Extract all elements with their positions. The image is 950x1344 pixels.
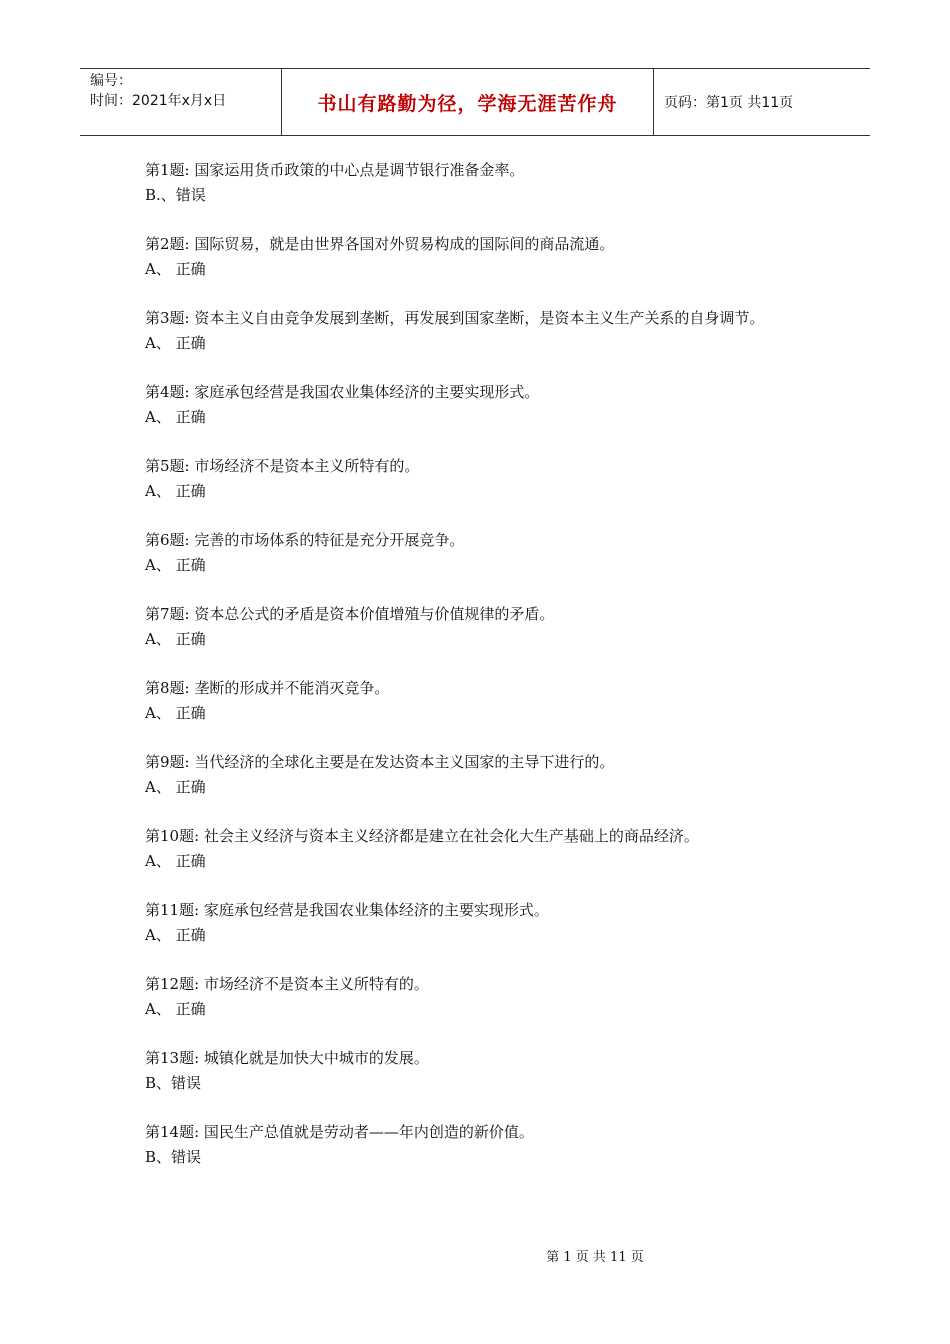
question-text: 第1题: 国家运用货币政策的中心点是调节银行准备金率。 [145, 161, 525, 179]
question-answer: A、 正确 [145, 260, 206, 278]
question-item [145, 972, 815, 1022]
question-item [145, 454, 815, 504]
question-text: 第9题: 当代经济的全球化主要是在发达资本主义国家的主导下进行的。 [145, 753, 615, 771]
question-answer: A、 正确 [145, 630, 206, 648]
question-item [145, 750, 815, 800]
question-text: 第7题: 资本总公式的矛盾是资本价值增殖与价值规律的矛盾。 [145, 605, 555, 623]
question-answer: A、 正确 [145, 556, 206, 574]
question-answer: A、 正确 [145, 482, 206, 500]
question-item [145, 676, 815, 726]
question-text: 第14题: 国民生产总值就是劳动者——年内创造的新价值。 [145, 1123, 534, 1141]
question-text: 第2题: 国际贸易，就是由世界各国对外贸易构成的国际间的商品流通。 [145, 235, 615, 253]
question-text: 第8题: 垄断的形成并不能消灭竞争。 [145, 679, 390, 697]
question-text: 第6题: 完善的市场体系的特征是充分开展竞争。 [145, 531, 465, 549]
question-answer: B.、错误 [145, 186, 206, 204]
question-answer: A、 正确 [145, 408, 206, 426]
question-item [145, 306, 815, 356]
question-item [145, 898, 815, 948]
question-text: 第13题: 城镇化就是加快大中城市的发展。 [145, 1049, 429, 1067]
question-item [145, 1120, 815, 1170]
question-text: 第3题: 资本主义自由竞争发展到垄断，再发展到国家垄断，是资本主义生产关系的自身调节。 [145, 309, 765, 327]
question-answer: A、 正确 [145, 1000, 206, 1018]
question-item [145, 602, 815, 652]
header-meta [80, 69, 282, 135]
question-answer: A、 正确 [145, 778, 206, 796]
question-item [145, 158, 815, 208]
question-text: 第10题: 社会主义经济与资本主义经济都是建立在社会化大生产基础上的商品经济。 [145, 827, 699, 845]
page-footer: 第 1 页 共 11 页 [546, 1250, 644, 1265]
question-answer: A、 正确 [145, 334, 206, 352]
question-text: 第4题: 家庭承包经营是我国农业集体经济的主要实现形式。 [145, 383, 540, 401]
question-text: 第5题: 市场经济不是资本主义所特有的。 [145, 457, 420, 475]
question-text: 第12题: 市场经济不是资本主义所特有的。 [145, 975, 429, 993]
question-list [145, 158, 815, 1194]
question-answer: B、错误 [145, 1074, 202, 1092]
question-item [145, 528, 815, 578]
question-item [145, 380, 815, 430]
document-header [80, 68, 870, 136]
number-label: 编号： [90, 73, 132, 89]
question-answer: A、 正确 [145, 926, 206, 944]
question-answer: A、 正确 [145, 852, 206, 870]
question-text: 第11题: 家庭承包经营是我国农业集体经济的主要实现形式。 [145, 901, 549, 919]
header-motto: 书山有路勤为径，学海无涯苦作舟 [282, 69, 654, 135]
header-page-label: 页码：第1页 共11页 [664, 95, 794, 111]
question-item [145, 232, 815, 282]
question-answer: A、 正确 [145, 704, 206, 722]
question-answer: B、错误 [145, 1148, 202, 1166]
time-label: 时间：2021年x月x日 [90, 93, 227, 109]
question-item [145, 1046, 815, 1096]
question-item [145, 824, 815, 874]
